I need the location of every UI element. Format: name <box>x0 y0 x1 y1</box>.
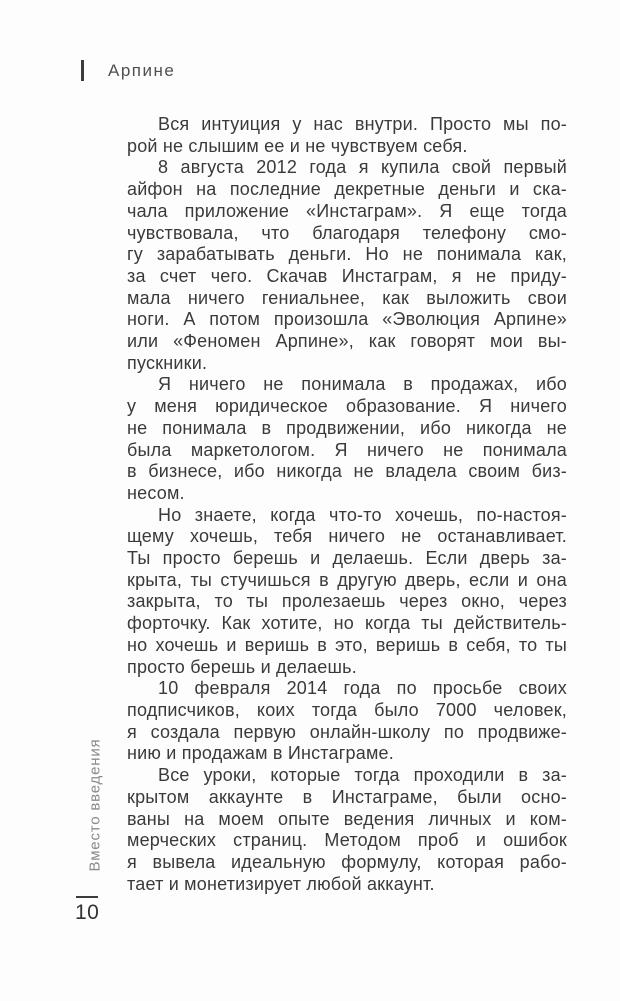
text-line: в бизнесе, ибо никогда не владела своим биз- <box>127 461 567 482</box>
running-head <box>81 60 175 81</box>
text-line: Но знаете, когда что-то хочешь, по-настоя- <box>158 504 567 525</box>
text-line: я создала первую онлайн-школу по продвиже- <box>127 721 567 742</box>
text-line: Я ничего не понимала в продажах, ибо <box>158 374 567 395</box>
text-line: я вывела идеальную формулу, которая рабо- <box>127 851 567 872</box>
text-line: мерческих страниц. Методом проб и ошибок <box>127 830 567 851</box>
header-vertical-rule <box>81 60 84 81</box>
text-line: ваны на моем опыте ведения личных и ком- <box>127 808 567 829</box>
chapter-margin-label: Вместо введения <box>86 738 104 872</box>
body-text <box>127 114 567 895</box>
text-line: или «Феномен Арпине», как говорят мои вы- <box>127 331 567 352</box>
text-line: несом. <box>127 482 185 503</box>
text-line: Вся интуиция у нас внутри. Просто мы по- <box>158 114 567 134</box>
text-line: щему хочешь, тебя ничего не останавливает. <box>127 526 567 547</box>
text-line: гу зарабатывать деньги. Но не понимала как, <box>127 244 567 265</box>
text-line: рой не слышим ее и не чувствуем себя. <box>127 135 468 156</box>
folio-rule <box>76 896 98 898</box>
text-line: пускники. <box>127 352 208 373</box>
text-line: Все уроки, которые тогда проходили в за- <box>158 765 567 786</box>
page-number: 10 <box>75 901 100 924</box>
text-line: но хочешь и веришь в это, веришь в себя, то ты <box>127 634 567 655</box>
text-line: ноги. А потом произошла «Эволюция Арпине» <box>127 309 567 330</box>
running-head-title: Арпине <box>108 60 176 80</box>
text-line: 8 августа 2012 года я купила свой первый <box>158 157 567 178</box>
text-line: у меня юридическое образование. Я ничего <box>127 396 567 417</box>
text-line: закрыта, то ты пролезаешь через окно, через <box>127 591 567 612</box>
text-line: подписчиков, коих тогда было 7000 человек, <box>127 699 567 720</box>
text-line: просто берешь и делаешь. <box>127 656 357 677</box>
text-line: айфон на последние декретные деньги и ска- <box>127 179 567 200</box>
text-line: крыта, ты стучишься в другую дверь, если и она <box>127 569 567 590</box>
folio <box>75 896 99 925</box>
text-line: 10 февраля 2014 года по просьбе своих <box>158 678 567 699</box>
text-line: чувствовала, что благодаря телефону смо- <box>127 222 567 243</box>
text-line: тает и монетизирует любой аккаунт. <box>127 873 435 894</box>
text-line: за счет чего. Скачав Инстаграм, я не приду- <box>127 265 567 286</box>
text-line: мала ничего гениальнее, как выложить свои <box>127 287 567 308</box>
text-line: Ты просто берешь и делаешь. Если дверь за- <box>127 548 567 569</box>
text-line: форточку. Как хотите, но когда ты действитель- <box>127 613 567 634</box>
text-line: была маркетологом. Я ничего не понимала <box>127 439 567 460</box>
text-line: нию и продажам в Инстаграме. <box>127 743 394 764</box>
text-line: не понимала в продвижении, ибо никогда не <box>127 417 567 438</box>
text-line: чала приложение «Инстаграм». Я еще тогда <box>127 200 567 221</box>
text-line: крытом аккаунте в Инстаграме, были осно- <box>127 786 567 807</box>
